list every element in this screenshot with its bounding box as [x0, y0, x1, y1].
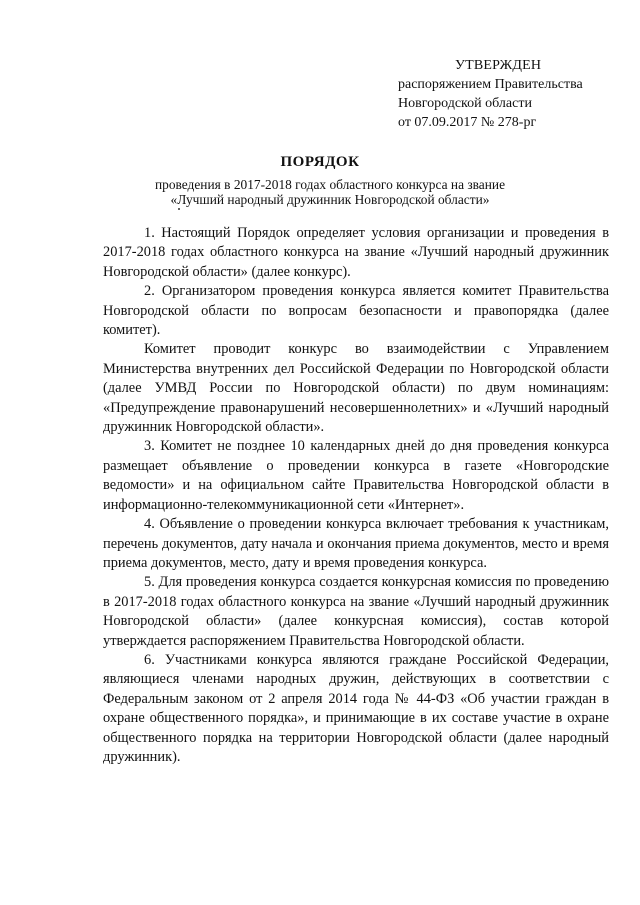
- approval-stamp: [398, 56, 583, 132]
- paragraph-3: 3. Комитет не позднее 10 календарных дней до дня проведения конкурса размещает объявление о проведении конкурса в газете «Новгородские ведомости» и на официальном сайте Правительства Новгородской области в информационно-телекоммуникационной сети «Интернет».: [103, 438, 609, 513]
- paragraph-6: 6. Участниками конкурса являются граждане Российской Федерации, являющиеся членами народных дружин, действующих в соответствии с Федеральным законом от 2 апреля 2014 года № 44-ФЗ «Об участии граждан в охране общественного порядка», и принимающие в их составе участие в охране общественного порядка на территории Новгородской области (далее народный дружинник).: [103, 651, 609, 765]
- document-title: ПОРЯДОК: [280, 154, 360, 170]
- document-subtitle: [100, 177, 560, 207]
- paragraph-2: 2. Организатором проведения конкурса является комитет Правительства Новгородской области по вопросам безопасности и правопорядка (далее комитет).: [103, 283, 609, 339]
- paragraph-5: 5. Для проведения конкурса создается конкурсная комиссия по проведению в 2017-2018 годах областного конкурса на звание «Лучший народный дружинник Новгородской области» (далее конкурсная комиссия), состав которой утверждается распоряжением Правительства Новгородской области.: [103, 574, 609, 649]
- paragraph-2-continued: Комитет проводит конкурс во взаимодействии с Управлением Министерства внутренних дел Российской Федерации по Новгородской области (далее УМВД России по Новгородской области) по двум номинациям: «Предупреждение правонарушений несовершеннолетних» и «Лучший народный дружинник Новгородской области».: [103, 341, 609, 436]
- approval-title: УТВЕРЖДЕН: [455, 58, 542, 73]
- approval-line-1: распоряжением Правительства: [398, 77, 583, 92]
- paragraph-4: 4. Объявление о проведении конкурса включает требования к участникам, перечень документов, дату начала и окончания приема документов, место и время приема документов, место, дату и время проведения конкурса.: [103, 516, 609, 571]
- document-subtitle-line-1: проведения в 2017-2018 годах областного конкурса на звание: [154, 177, 506, 192]
- document-subtitle-line-2: «Лучший народный дружинник Новгородской области»: [170, 192, 490, 207]
- paragraph-1: 1. Настоящий Порядок определяет условия организации и проведения в 2017-2018 годах областного конкурса на звание «Лучший народный дружинник Новгородской области» (далее конкурс).: [103, 225, 609, 280]
- document-body: [103, 224, 609, 767]
- approval-line-2: Новгородской области: [398, 96, 532, 111]
- scan-speck: [178, 208, 180, 210]
- approval-line-3: от 07.09.2017 № 278-рг: [398, 115, 537, 130]
